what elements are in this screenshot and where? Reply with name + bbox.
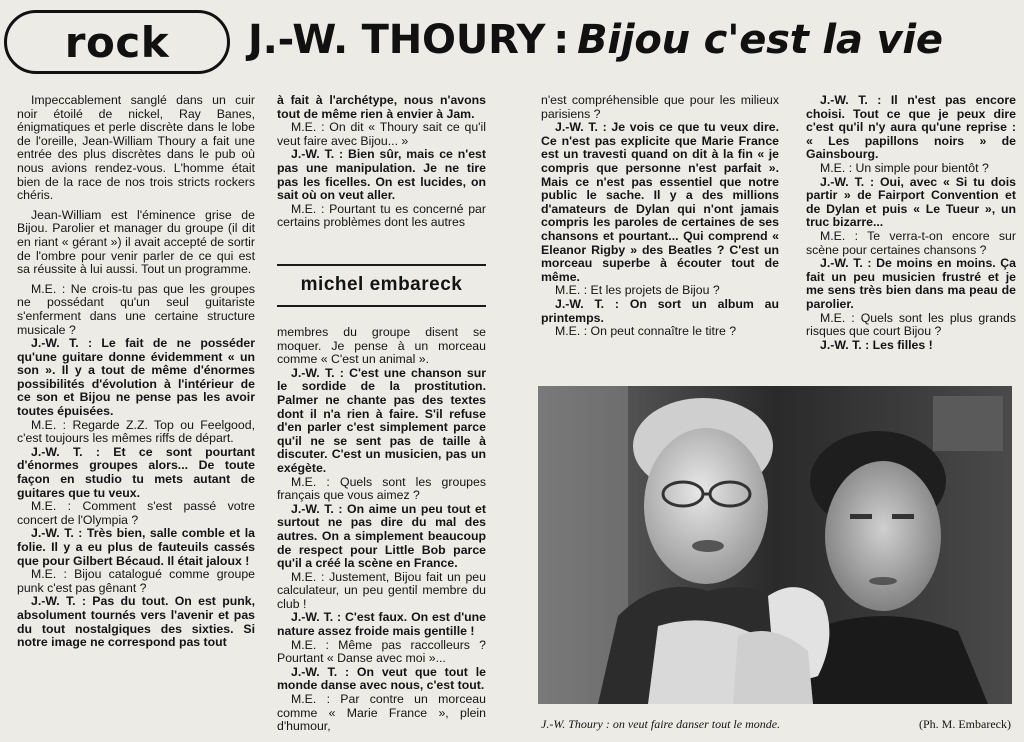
article-paragraph: J.-W. T. : On veut que tout le monde danse avec nous, c'est tout. (277, 664, 486, 693)
article-paragraph: à fait à l'archétype, nous n'avons tout de même rien à envier à Jam. (277, 93, 486, 121)
article-paragraph: Impeccablement sanglé dans un cuir noir étoilé de nickel, Ray Banes, énigmatiques et perle discrète dans le lobe de l'oreille, Jean-William Thoury a fait une entrée des plus discrètes dans le pub où nous avions rendez-vous. L'homme était bien de la race de nos trois stricts rockers chéris. (17, 93, 255, 203)
article-paragraph: M.E. : Par contre un morceau comme « Marie France », plein d'humour, (277, 692, 486, 734)
photo-credit: (Ph. M. Embareck) (919, 716, 1011, 731)
article-paragraph: M.E. : Justement, Bijou fait un peu calculateur, un peu gentil membre du club ! (277, 569, 486, 611)
byline-rule-bottom (277, 305, 486, 307)
article-paragraph: M.E. : Quels sont les plus grands risques que court Bijou ? (806, 310, 1016, 339)
section-badge: rock (4, 10, 230, 74)
caption-text: J.-W. Thoury : on veut faire danser tout le monde. (541, 716, 781, 731)
headline-tagline: Bijou c'est la vie (577, 17, 943, 63)
article-paragraph: M.E. : Ne crois-tu pas que les groupes ne possédant qu'un seul guitariste s'enferment dans une certaine structure musicale ? (17, 281, 255, 337)
byline: michel embareck (300, 274, 463, 295)
article-paragraph: J.-W. T. : On sort un album au printemps. (541, 296, 779, 325)
article-paragraph: J.-W. T. : Il n'est pas encore choisi. Tout ce que je peux dire c'est qu'il n'y aura qu'une reprise : « Les papillons noirs » de Gainsbourg. (806, 93, 1016, 162)
article-paragraph: M.E. : Un simple pour bientôt ? (820, 160, 989, 175)
byline-rule-top (277, 264, 486, 266)
article-column-3 (541, 94, 779, 364)
article-paragraph: M.E. : Regarde Z.Z. Top ou Feelgood, c'est toujours les mêmes riffs de départ. (17, 417, 255, 446)
article-paragraph: n'est compréhensible que pour les milieux parisiens ? (541, 93, 779, 121)
article-paragraph: J.-W. T. : Je vois ce que tu veux dire. Ce n'est pas explicite que Marie France est un travesti quand on dit à la fin « je compris que personne n'est parfait ». Mais ce n'est pas essentiel que notre public le sache. Il y a des millions d'amateurs de Dylan qui n'ont jamais compris les paroles de certaines de ses chansons et pourtant... Qui comprend « Eleanor Rigby » des Beatles ? C'est un morceau superbe à écouter tout de même. (541, 120, 779, 284)
article-paragraph: M.E. : Te verra-t-on encore sur scène pour certaines chansons ? (806, 228, 1016, 257)
photo-caption (541, 714, 1011, 734)
article-paragraph: J.-W. T. : Pas du tout. On est punk, absolument tournés vers l'avenir et pas du tout nostalgiques des sixties. Si notre image ne correspond pas tout (17, 594, 255, 650)
article-paragraph: J.-W. T. : Oui, avec « Si tu dois partir » de Fairport Convention et de Dylan et puis « Le Tueur », un truc bizarre... (806, 174, 1016, 230)
article-column-4 (806, 94, 1016, 364)
headline-name: J.-W. THOURY (248, 17, 546, 63)
article-paragraph: J.-W. T. : Les filles ! (820, 337, 933, 352)
article-paragraph: J.-W. T. : Le fait de ne posséder qu'une guitare donne évidemment « un son ». Il y a tout de même d'énormes possibilités d'évolution à l'intérieur de ce son et Bijou ne pense pas les avoir toutes épuisées. (17, 336, 255, 419)
article-paragraph: J.-W. T. : Bien sûr, mais ce n'est pas une manipulation. Je ne tire pas les ficelles. On est lucides, on sait où on veut aller. (277, 147, 486, 203)
article-paragraph: M.E. : Pourtant tu es concerné par certains problèmes dont les autres (277, 201, 486, 230)
article-paragraph: J.-W. T. : C'est une chanson sur le sordide de la prostitution. Palmer ne chante pas des textes dont il n'a rien à faire. S'il refuse d'en parler c'est simplement parce qu'il ne se sent pas de taille à discuter. C'est un musicien, pas un exégète. (277, 365, 486, 475)
article-column-1 (17, 94, 255, 734)
article-column-2-top (277, 94, 486, 244)
portrait-photo-illustration (538, 386, 1012, 704)
article-paragraph: membres du groupe disent se moquer. Je pense à un morceau comme « C'est un animal ». (277, 325, 486, 367)
headline-separator: : (553, 17, 570, 63)
article-paragraph: M.E. : Même pas raccolleurs ? Pourtant « Danse avec moi »... (277, 637, 486, 666)
article-paragraph: J.-W. T. : C'est faux. On est d'une nature assez froide mais gentille ! (277, 610, 486, 639)
article-paragraph: J.-W. T. : On aime un peu tout et surtout ne pas dire du mal des autres. On a simplement beaucoup de respect pour Little Bob parce qu'il a créé la scène en France. (277, 501, 486, 571)
article-paragraph: J.-W. T. : Très bien, salle comble et la folie. Il y a eu plus de fauteuils cassés que pour Gilbert Bécaud. Il était jaloux ! (17, 526, 255, 568)
article-column-2-bottom (277, 326, 486, 736)
article-paragraph: M.E. : Comment s'est passé votre concert de l'Olympia ? (17, 499, 255, 527)
article-paragraph: M.E. : Et les projets de Bijou ? (555, 283, 720, 298)
article-paragraph: M.E. : On dit « Thoury sait ce qu'il veut faire avec Bijou... » (277, 120, 486, 148)
article-paragraph: M.E. : On peut connaître le titre ? (555, 324, 737, 339)
article-paragraph: J.-W. T. : De moins en moins. Ça fait un peu musicien frustré et je me sens très bien dans ma peau de parolier. (806, 256, 1016, 311)
portrait-photo (538, 386, 1012, 704)
article-paragraph: Jean-William est l'éminence grise de Bijou. Parolier et manager du groupe (il dit en riant « gérant ») il avait accepté de sortir de l'ombre pour venir parler de ce qui est sa réussite à lui aussi. Tout un programme. (17, 207, 255, 277)
article-paragraph: J.-W. T. : Et ce sont pourtant d'énormes groupes alors... De toute façon en studio tu mets autant de guitares que tu veux. (17, 444, 255, 500)
headline (248, 12, 943, 68)
article-paragraph: M.E. : Quels sont les groupes français que vous aimez ? (277, 474, 486, 503)
article-paragraph: M.E. : Bijou catalogué comme groupe punk c'est pas gênant ? (17, 567, 255, 595)
